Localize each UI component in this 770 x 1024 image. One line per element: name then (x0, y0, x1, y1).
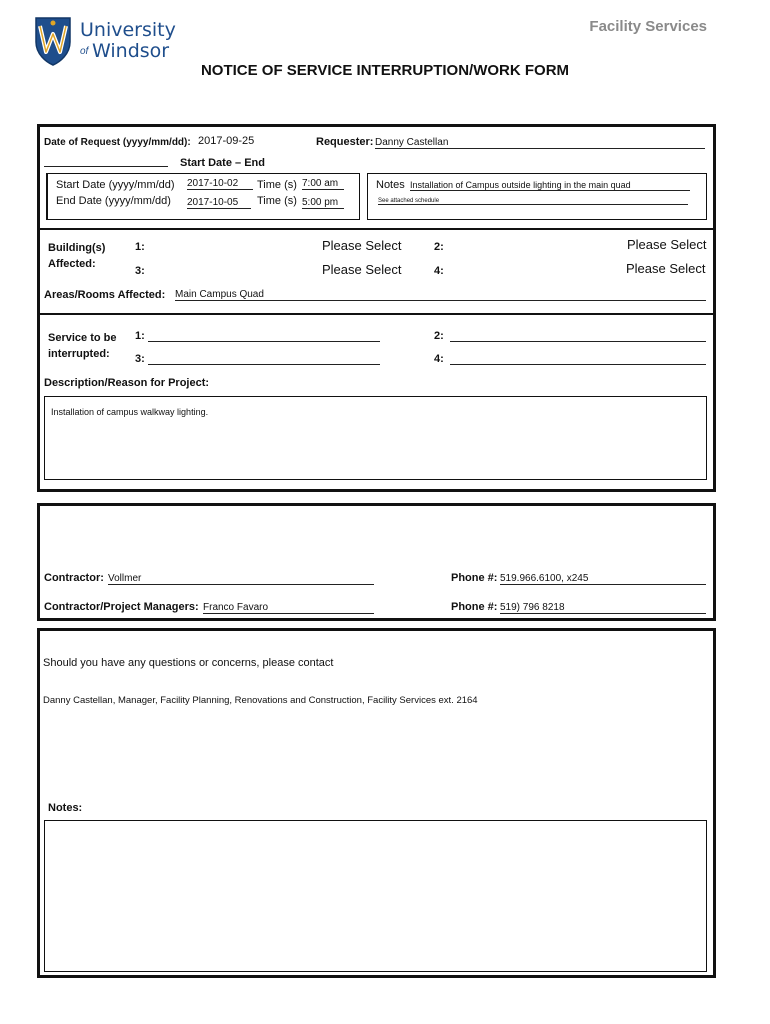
managers-phone-label: Phone #: (451, 601, 498, 613)
shield-icon (34, 16, 72, 66)
contractor-label: Contractor: (44, 572, 104, 584)
start-date-field[interactable]: 2017-10-02 (187, 178, 253, 190)
building-slot-3: 3: (135, 265, 145, 277)
service-slot-4: 4: (434, 353, 444, 365)
section-divider (38, 313, 714, 315)
service-slot-2: 2: (434, 330, 444, 342)
end-time-field[interactable]: 5:00 pm (302, 197, 344, 209)
notes-section-label: Notes: (48, 802, 83, 814)
managers-label: Contractor/Project Managers: (44, 601, 199, 613)
requester-label: Requester: (316, 136, 374, 148)
start-date-label: Start Date (yyyy/mm/dd) (56, 179, 175, 191)
service-slot-3: 3: (135, 353, 145, 365)
notes-field[interactable]: Installation of Campus outside lighting in the main quad (410, 180, 690, 191)
end-time-label: Time (s) (257, 195, 297, 207)
logo-windsor-text: Windsor (92, 40, 170, 62)
requester-field[interactable]: Danny Castellan (375, 137, 705, 149)
notes-label: Notes (376, 179, 405, 191)
contact-person: Danny Castellan, Manager, Facility Planning, Renovations and Construction, Facility Services ext. 2164 (43, 695, 478, 706)
contractor-field[interactable]: Vollmer (108, 573, 374, 585)
managers-phone-field[interactable]: 519) 796 8218 (500, 602, 706, 614)
notes-field-secondary[interactable]: See attached schedule (378, 198, 688, 205)
description-label: Description/Reason for Project: (44, 377, 210, 389)
notes-textarea[interactable] (44, 820, 707, 972)
section-divider (38, 228, 714, 230)
divider-line (44, 166, 168, 167)
areas-field[interactable]: Main Campus Quad (175, 289, 706, 301)
start-time-field[interactable]: 7:00 am (302, 178, 344, 190)
areas-label: Areas/Rooms Affected: (44, 289, 166, 301)
department-name: Facility Services (589, 18, 707, 35)
description-text: Installation of campus walkway lighting. (51, 407, 209, 417)
contractor-phone-field[interactable]: 519.966.6100, x245 (500, 573, 706, 585)
building-select-4[interactable]: Please Select (626, 261, 706, 276)
end-date-field[interactable]: 2017-10-05 (187, 197, 251, 209)
start-end-heading: Start Date – End (180, 157, 265, 169)
logo-of-text: of (80, 46, 89, 57)
building-select-2[interactable]: Please Select (627, 237, 707, 252)
service-field-1[interactable] (148, 341, 380, 342)
building-slot-1: 1: (135, 241, 145, 253)
form-title: NOTICE OF SERVICE INTERRUPTION/WORK FORM (200, 62, 570, 79)
building-select-3[interactable]: Please Select (322, 262, 402, 277)
date-of-request-field[interactable]: 2017-09-25 (198, 135, 255, 147)
service-label-2: interrupted: (48, 348, 110, 360)
logo-university-text: University (80, 19, 176, 41)
contact-intro: Should you have any questions or concerns, please contact (43, 657, 334, 669)
service-field-4[interactable] (450, 364, 706, 365)
date-of-request-label: Date of Request (yyyy/mm/dd): (44, 137, 191, 148)
service-field-3[interactable] (148, 364, 380, 365)
university-logo (34, 16, 174, 68)
building-slot-4: 4: (434, 265, 444, 277)
contractor-phone-label: Phone #: (451, 572, 498, 584)
service-label: Service to be (48, 332, 117, 344)
end-date-label: End Date (yyyy/mm/dd) (56, 195, 171, 207)
building-select-1[interactable]: Please Select (322, 238, 402, 253)
buildings-label-2: Affected: (48, 258, 96, 270)
buildings-label: Building(s) (48, 242, 106, 254)
start-time-label: Time (s) (257, 179, 297, 191)
service-field-2[interactable] (450, 341, 706, 342)
service-slot-1: 1: (135, 330, 145, 342)
building-slot-2: 2: (434, 241, 444, 253)
managers-field[interactable]: Franco Favaro (203, 602, 374, 614)
